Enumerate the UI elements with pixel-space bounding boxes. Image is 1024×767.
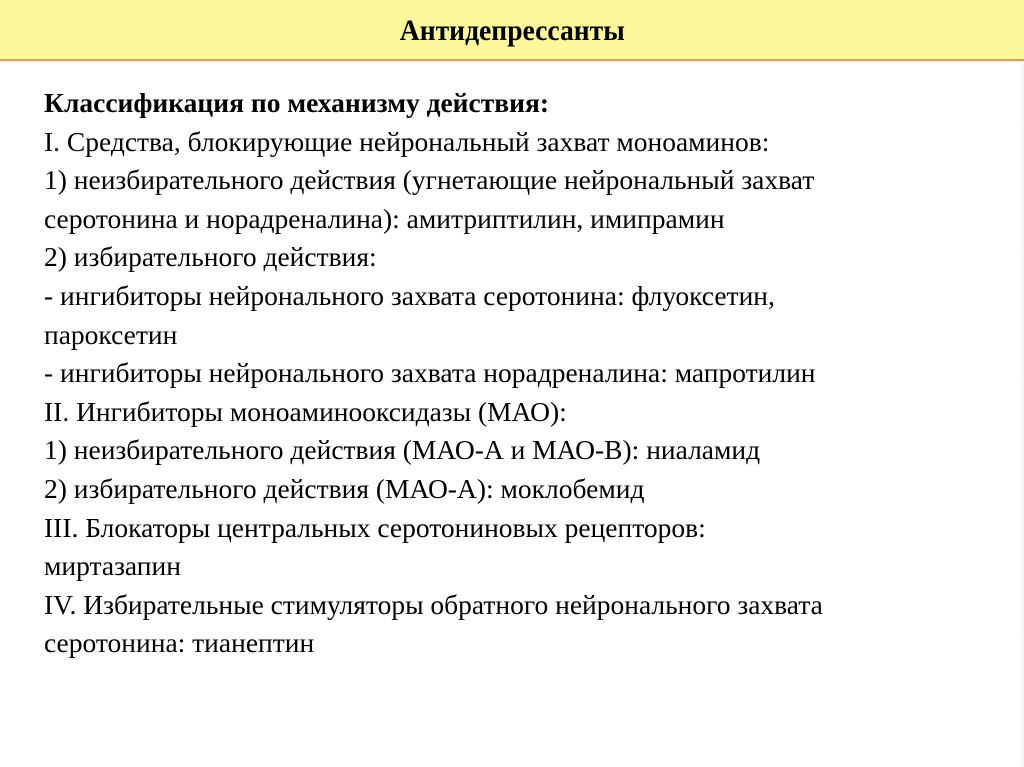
group-2-item-1: 1) неизбирательного действия (МАО-А и МАО-В): ниаламид bbox=[44, 434, 761, 466]
slide-edge-shadow bbox=[1019, 62, 1024, 767]
group-1-item-2-sub-2: - ингибиторы нейронального захвата норадреналина: мапротилин bbox=[44, 357, 816, 389]
slide-header bbox=[0, 0, 1024, 61]
group-1-heading: I. Средства, блокирующие нейрональный захват моноаминов: bbox=[44, 125, 770, 157]
group-4-heading: IV. Избирательные стимуляторы обратного нейронального захвата bbox=[44, 588, 823, 620]
group-1-item-1-cont: серотонина и норадреналина): амитриптилин, имипрамин bbox=[44, 202, 725, 234]
group-3-heading: III. Блокаторы центральных серотониновых рецепторов: bbox=[44, 511, 706, 543]
group-2-item-2: 2) избирательного действия (МАО-А): моклобемид bbox=[44, 472, 645, 504]
group-3-heading-cont: миртазапин bbox=[44, 550, 181, 582]
classification-heading: Классификация по механизму действия: bbox=[44, 87, 549, 118]
group-1-item-1: 1) неизбирательного действия (угнетающие нейрональный захват bbox=[44, 164, 815, 196]
group-1-item-2-sub-1: - ингибиторы нейронального захвата серотонина: флуоксетин, bbox=[44, 279, 775, 311]
group-4-heading-cont: серотонина: тианептин bbox=[44, 627, 315, 659]
group-2-heading: II. Ингибиторы моноаминооксидазы (МАО): bbox=[44, 395, 567, 427]
group-1-item-2-sub-1-cont: пароксетин bbox=[44, 318, 178, 350]
slide-body bbox=[44, 84, 1019, 663]
group-1-item-2: 2) избирательного действия: bbox=[44, 241, 377, 273]
slide-title: Антидепрессанты bbox=[399, 13, 625, 47]
